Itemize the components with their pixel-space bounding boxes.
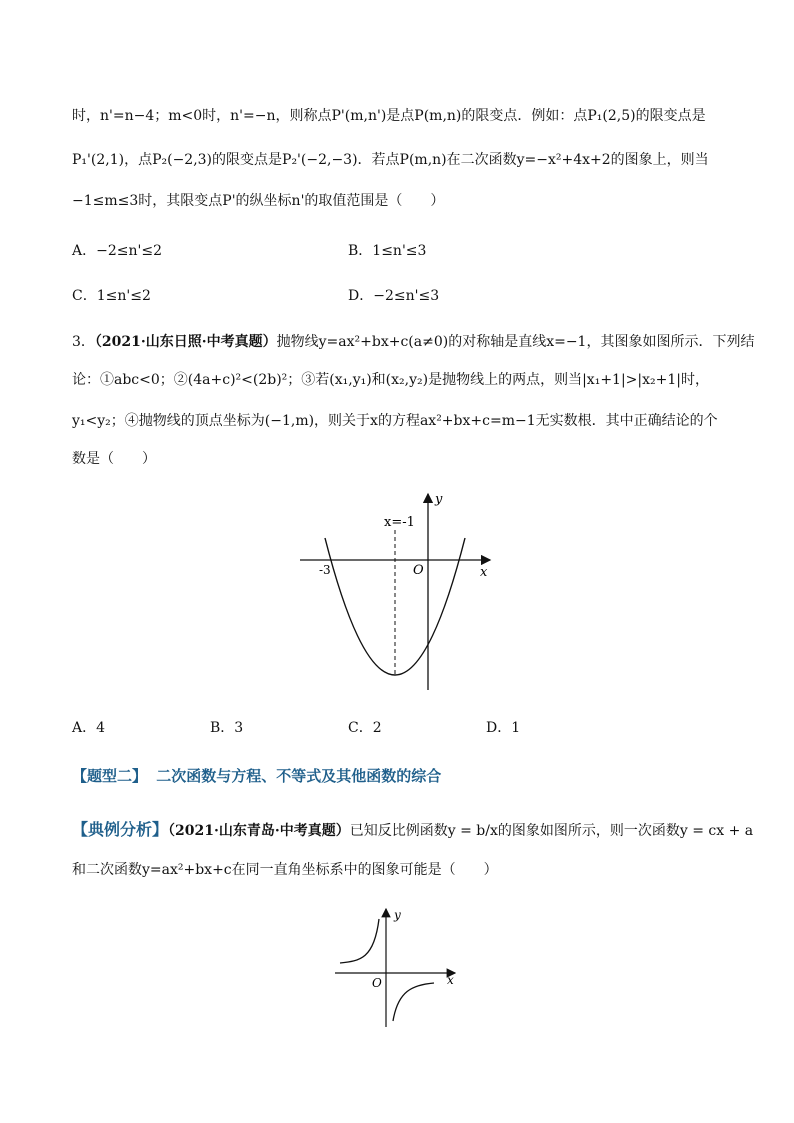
- problem3-option-c: C．2: [348, 720, 382, 736]
- example-tag: 【典例分析】: [72, 820, 169, 839]
- problem3-number: 3．: [72, 334, 95, 350]
- problem3-line3: y₁<y₂；④抛物线的顶点坐标为(−1,m)，则关于x的方程ax²+bx+c=m−1无实数根．其中正确结论的个: [72, 413, 718, 429]
- x-label: x: [480, 565, 488, 580]
- problem3-line4: 数是（ ）: [72, 451, 156, 467]
- y-label: y: [435, 492, 443, 507]
- hyperbola-figure: [330, 905, 465, 1030]
- problem3-line2: 论：①abc<0；②(4a+c)²<(2b)²；③若(x₁,y₁)和(x₂,y₂)是抛物线上的两点，则当|x₁+1|>|x₂+1|时，: [72, 372, 709, 388]
- problem3-option-b: B．3: [210, 720, 244, 736]
- problem2-option-c: C．1≤n'≤2: [72, 288, 151, 304]
- problem3-option-a: A．4: [72, 720, 106, 736]
- example-line1-text: 已知反比例函数y = b/x的图象如图所示，则一次函数y = cx + a: [349, 823, 754, 839]
- section2-heading: [72, 765, 441, 786]
- section2-title: 二次函数与方程、不等式及其他函数的综合: [156, 767, 442, 785]
- problem2-option-b: B．1≤n'≤3: [348, 243, 427, 259]
- hyperbola-y-label: y: [394, 908, 401, 922]
- hyperbola-branch-upper: [340, 919, 379, 963]
- problem2-line2: P₁'(2,1)，点P₂(−2,3)的限变点是P₂'(−2,−3)．若点P(m,n)在二次函数y=−x²+4x+2的图象上，则当: [72, 152, 709, 168]
- problem3-option-d: D．1: [486, 720, 521, 736]
- problem2-line3: −1≤m≤3时，其限变点P'的纵坐标n'的取值范围是（ ）: [72, 193, 445, 209]
- symmetry-label: x=-1: [384, 515, 415, 530]
- problem2-option-d: D．−2≤n'≤3: [348, 288, 440, 304]
- hyperbola-origin-label: O: [372, 976, 382, 990]
- hyperbola-branch-lower: [393, 983, 434, 1021]
- example-line2: 和二次函数y=ax²+bx+c在同一直角坐标系中的图象可能是（ ）: [72, 862, 498, 878]
- problem3-line1-text: 抛物线y=ax²+bx+c(a≠0)的对称轴是直线x=−1，其图象如图所示．下列结: [276, 334, 755, 350]
- problem2-line1: 时，n'=n−4；m<0时，n'=−n，则称点P'(m,n')是点P(m,n)的限变点．例如：点P₁(2,5)的限变点是: [72, 108, 706, 124]
- root-label: -3: [319, 563, 331, 577]
- parabola-figure: [295, 490, 505, 700]
- example-source: （2021·山东青岛·中考真题）: [168, 823, 350, 839]
- section2-bracket-title: 【题型二】: [72, 767, 148, 785]
- hyperbola-x-label: x: [447, 973, 454, 987]
- problem2-option-a: A．−2≤n'≤2: [72, 243, 162, 259]
- problem3-source: （2021·山东日照·中考真题）: [94, 334, 277, 350]
- example-line1: [72, 820, 753, 841]
- origin-label: O: [413, 563, 424, 578]
- problem3-line1: [72, 332, 754, 352]
